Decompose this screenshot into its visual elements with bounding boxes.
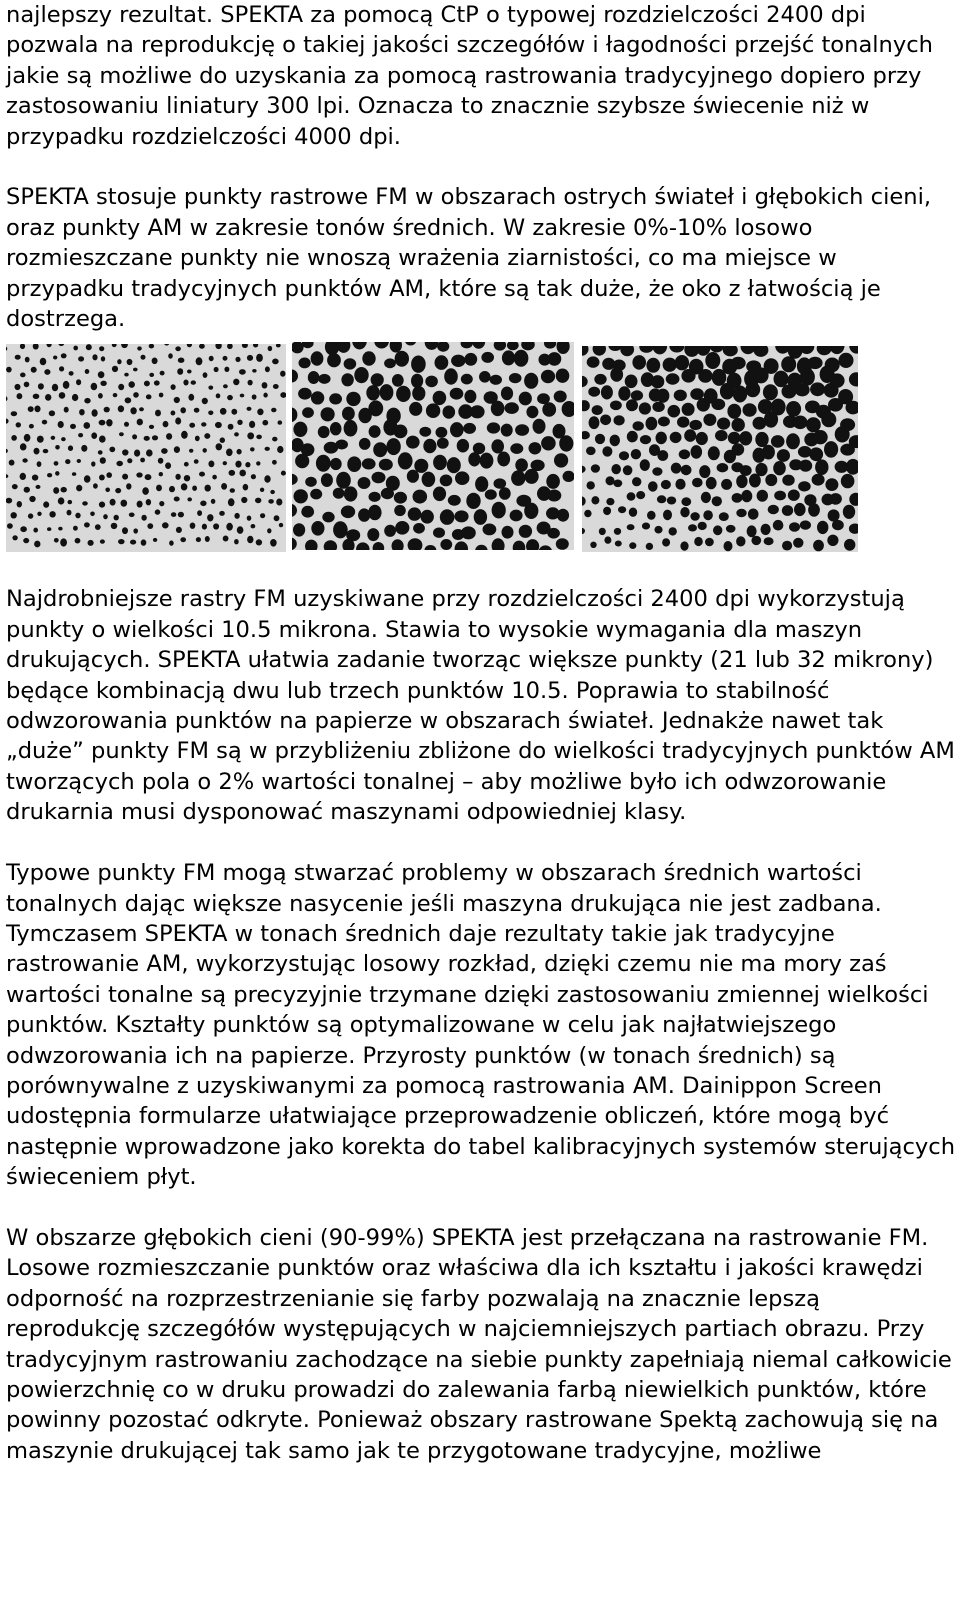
paragraph-shadows: W obszarze głębokich cieni (90-99%) SPEKTA jest przełączana na rastrowanie FM. Losowe rozmieszczanie punktów oraz właściwa dla ich kształtu i jakości krawędzi odporność na rozprzestrzenianie się farby pozwalają na znacznie lepszą reprodukcję szczegółów występujących w najciemniejszych partiach obrazu. Przy tradycyjnym rastrowaniu zachodzące na siebie punkty zapełniają niemal całkowicie powierzchnię co w druku prowadzi do zalewania farbą niewielkich punktów, które powinny pozostać odkryte. Ponieważ obszary rastrowane Spektą zachowują się na maszynie drukującej tak samo jak te przygotowane tradycyjne, możliwe — [6, 1224, 952, 1464]
fm-highlight-dots-image — [6, 344, 286, 552]
transition-dots-image — [582, 346, 858, 552]
document-page — [6, 0, 956, 1466]
am-midtone-dots-image — [292, 342, 574, 550]
paragraph-resolution: najlepszy rezultat. SPEKTA za pomocą CtP o typowej rozdzielczości 2400 dpi pozwala na reprodukcję o takiej jakości szczegółów i łagodności przejść tonalnych jakie są możliwe do uzyskania za pomocą rastrowania tradycyjnego dopiero przy zastosowaniu liniatury 300 lpi. Oznacza to znacznie szybsze świecenie niż w przypadku rozdzielczości 4000 dpi. — [6, 2, 933, 150]
screening-samples — [6, 342, 956, 558]
paragraph-fm-sizes: Najdrobniejsze rastry FM uzyskiwane przy rozdzielczości 2400 dpi wykorzystują punkty o wielkości 10.5 mikrona. Stawia to wysokie wymagania dla maszyn drukujących. SPEKTA ułatwia zadanie tworząc większe punkty (21 lub 32 mikrony) będące kombinacją dwu lub trzech punktów 10.5. Poprawia to stabilność odwzorowania punktów na papierze w obszarach świateł. Jednakże nawet tak „duże” punkty FM są w przybliżeniu zbliżone do wielkości tradycyjnych punktów AM tworzących pola o 2% wartości tonalnej – aby możliwe było ich odwzorowanie drukarnia musi dysponować maszynami odpowiedniej klasy. — [6, 586, 955, 826]
paragraph-fm-am: SPEKTA stosuje punkty rastrowe FM w obszarach ostrych świateł i głębokich cieni, oraz punkty AM w zakresie tonów średnich. W zakresie 0%-10% losowo rozmieszczane punkty nie wnoszą wrażenia ziarnistości, co ma miejsce w przypadku tradycyjnych punktów AM, które są tak duże, że oko z łatwością je dostrzega. — [6, 184, 932, 333]
paragraph-midtones: Typowe punkty FM mogą stwarzać problemy w obszarach średnich wartości tonalnych dając większe nasycenie jeśli maszyna drukująca nie jest zadbana. Tymczasem SPEKTA w tonach średnich daje rezultaty takie jak tradycyjne rastrowanie AM, wykorzystując losowy rozkład, dzięki czemu nie ma mory zaś wartości tonalne są precyzyjnie trzymane dzięki zastosowaniu zmiennej wielkości punktów. Kształty punktów są optymalizowane w celu jak najłatwiejszego odwzorowania ich na papierze. Przyrosty punktów (w tonach średnich) są porównywalne z uzyskiwanymi za pomocą rastrowania AM. Dainippon Screen udostępnia formularze ułatwiające przeprowadzenie obliczeń, które mogą być następnie wprowadzone jako korekta do tabel kalibracyjnych systemów sterujących świeceniem płyt. — [6, 860, 956, 1191]
